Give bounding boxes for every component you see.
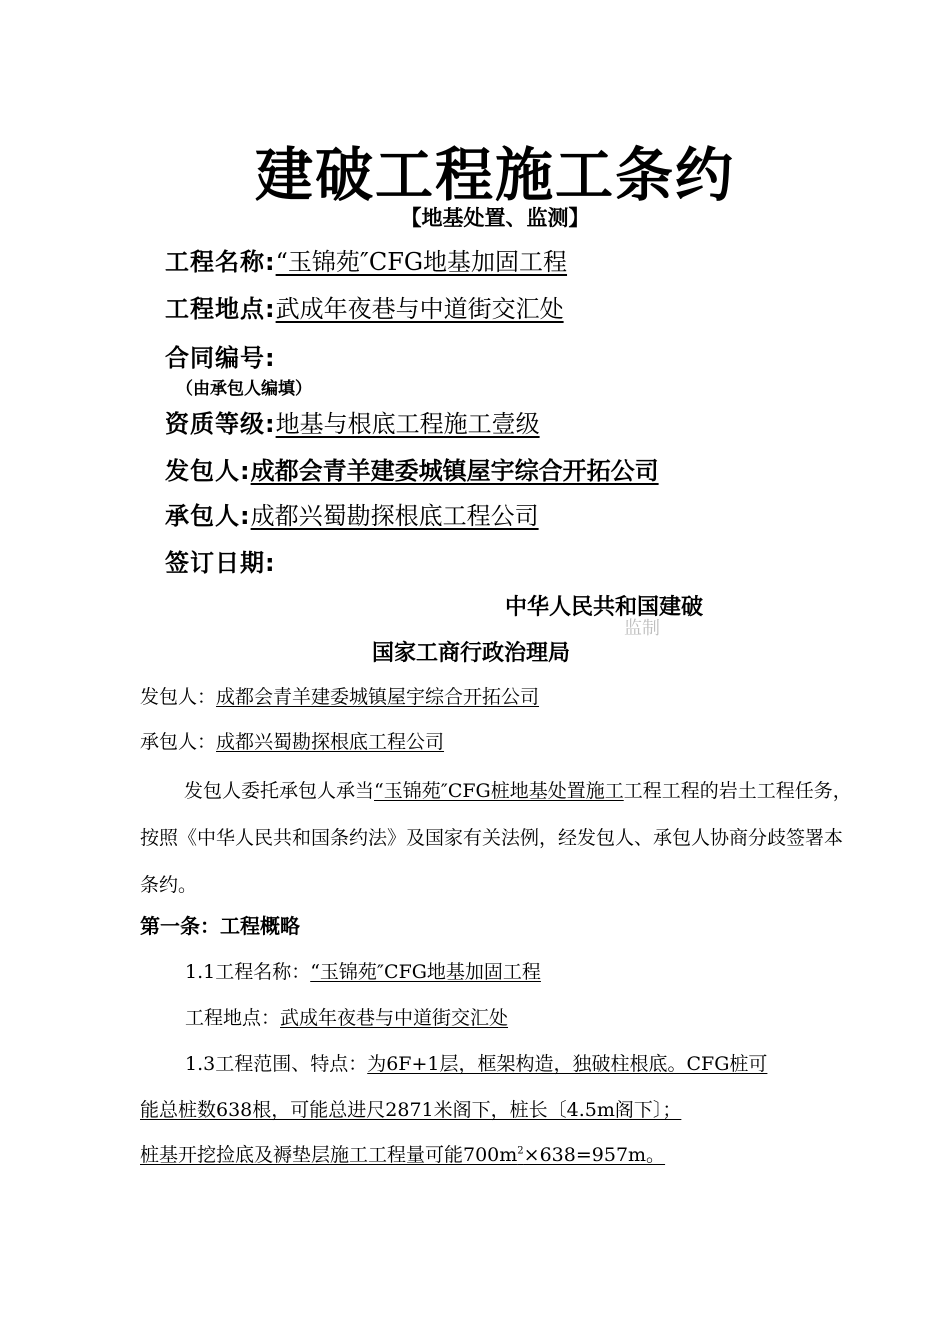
party-contractor xyxy=(140,727,444,754)
item-label: 1.1工程名称： xyxy=(185,961,311,983)
field-value: 成都兴蜀勘探根底工程公司 xyxy=(250,502,539,530)
field-project-location xyxy=(165,289,564,324)
superscript: 2 xyxy=(517,1145,524,1157)
field-label: 工程地点: xyxy=(165,295,276,323)
issuer-line-1: 中华人民共和国建破 xyxy=(505,595,704,620)
intro-post: 工程工程的岩土工程任务，按照《中华人民共和国条约法》及国家有关法例，经发包人、承包人协商分歧签署本条约。 xyxy=(140,780,852,896)
item-value: “玉锦苑″CFG地基加固工程 xyxy=(310,961,541,983)
field-label: 承包人: xyxy=(165,502,251,530)
item-label: 工程地点： xyxy=(185,1007,281,1029)
field-value: 武成年夜巷与中道街交汇处 xyxy=(275,295,564,323)
document-subtitle: 【地基处置、监测】 xyxy=(400,206,590,230)
quantity-text: 桩基开挖捡底及褥垫层施工工程量可能700m xyxy=(140,1144,518,1166)
section-heading: 第一条：工程概略 xyxy=(140,914,300,938)
section-item-scope xyxy=(185,1049,767,1076)
item-value: 武成年夜巷与中道街交汇处 xyxy=(280,1007,509,1029)
item-label: 1.3工程范围、特点： xyxy=(185,1053,368,1075)
party-label: 发包人： xyxy=(140,686,217,708)
intro-project: “玉锦苑″CFG桩地基处置施工 xyxy=(374,780,624,802)
issuer-supervise-mark: 监制 xyxy=(624,618,660,639)
field-sign-date xyxy=(165,543,276,578)
intro-paragraph xyxy=(140,768,858,909)
item-value: 为6F+1层，框架构造，独破柱根底。CFG桩可 xyxy=(367,1053,768,1075)
quantity-text-end: ×638=957m。 xyxy=(523,1144,666,1166)
section-item-scope-line-2 xyxy=(140,1095,681,1122)
field-label: 发包人: xyxy=(165,457,251,485)
field-label: 合同编号: xyxy=(165,344,276,372)
section-item-location xyxy=(185,1003,508,1030)
field-label: 签订日期: xyxy=(165,549,276,577)
field-contract-no xyxy=(165,338,276,373)
document-title: 建破工程施工条约 xyxy=(254,141,735,209)
field-label: 工程名称: xyxy=(165,248,276,276)
party-employer xyxy=(140,682,539,709)
party-value: 成都兴蜀勘探根底工程公司 xyxy=(216,731,445,753)
section-item-scope-line-3 xyxy=(140,1140,665,1167)
field-value: 地基与根底工程施工壹级 xyxy=(275,410,540,438)
section-item-project-name xyxy=(185,957,541,984)
field-value: 成都会青羊建委城镇屋宇综合开拓公司 xyxy=(250,457,659,485)
intro-pre: 发包人委托承包人承当 xyxy=(184,780,375,802)
contract-no-note: （由承包人编填） xyxy=(176,379,312,399)
field-employer xyxy=(165,451,659,486)
party-value: 成都会青羊建委城镇屋宇综合开拓公司 xyxy=(216,686,540,708)
field-contractor xyxy=(165,496,539,531)
field-label: 资质等级: xyxy=(165,410,276,438)
item-value: 能总桩数638根，可能总进尺2871米阁下，桩长〔4.5m阁下〕； xyxy=(140,1099,682,1121)
party-label: 承包人： xyxy=(140,731,217,753)
field-value: “玉锦苑″CFG地基加固工程 xyxy=(275,248,568,276)
issuer-line-2: 国家工商行政治理局 xyxy=(372,641,571,666)
item-value xyxy=(140,1144,665,1166)
field-project-name xyxy=(165,242,567,277)
field-qualification xyxy=(165,404,540,439)
